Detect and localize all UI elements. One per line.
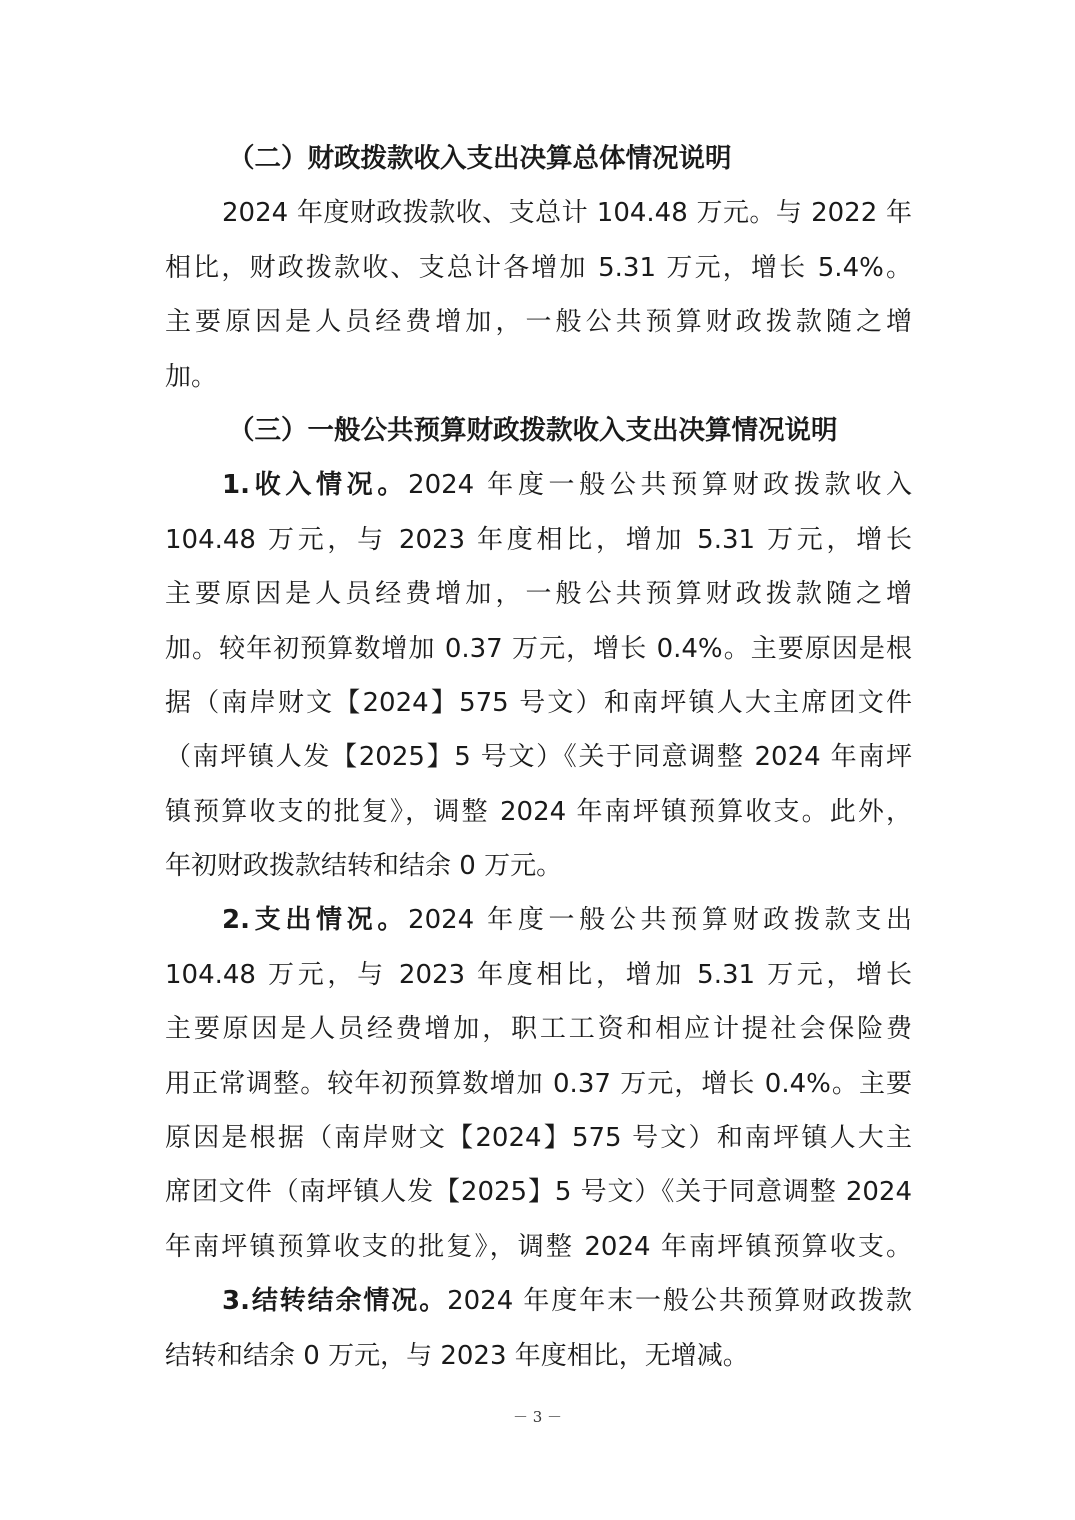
carryover-lead: 3.结转结余情况。 xyxy=(222,1286,448,1317)
body-line: 主要原因是人员经费增加，一般公共预算财政拨款随之增 xyxy=(165,307,912,338)
body-line: 原因是根据（南岸财文【2024】575 号文）和南坪镇人大主 xyxy=(165,1123,912,1154)
body-line: 据（南岸财文【2024】575 号文）和南坪镇人大主席团文件 xyxy=(165,687,912,718)
body-line: 104.48 万元，与 2023 年度相比，增加 5.31 万元，增长 xyxy=(165,959,912,990)
section-heading-3: （三）一般公共预算财政拨款收入支出决算情况说明 xyxy=(228,414,838,446)
body-line: 年南坪镇预算收支的批复》，调整 2024 年南坪镇预算收支。 xyxy=(165,1231,912,1262)
income-lead: 1.收入情况。 xyxy=(222,470,409,501)
income-first-line xyxy=(165,458,912,512)
body-line: （南坪镇人发【2025】5 号文）《关于同意调整 2024 年南坪 xyxy=(165,742,912,773)
body-line: 席团文件（南坪镇人发【2025】5 号文）《关于同意调整 2024 xyxy=(165,1177,912,1208)
carryover-first-line xyxy=(165,1274,912,1328)
body-line: 加。较年初预算数增加 0.37 万元，增长 0.4%。主要原因是根 xyxy=(165,633,912,664)
expense-first-line xyxy=(165,893,912,947)
body-line: 相比，财政拨款收、支总计各增加 5.31 万元，增长 5.4%。 xyxy=(165,252,912,283)
body-line: 结转和结余 0 万元，与 2023 年度相比，无增减。 xyxy=(165,1340,749,1371)
body-line: 主要原因是人员经费增加，职工工资和相应计提社会保险费 xyxy=(165,1014,912,1045)
body-line: 用正常调整。较年初预算数增加 0.37 万元，增长 0.4%。主要 xyxy=(165,1068,912,1099)
expense-lead: 2.支出情况。 xyxy=(222,905,409,936)
body-text: 2024 年度一般公共预算财政拨款支出 xyxy=(408,905,912,936)
body-line: 加。 xyxy=(165,361,218,392)
body-line: 2024 年度财政拨款收、支总计 104.48 万元。与 2022 年 xyxy=(222,198,912,229)
body-line: 104.48 万元，与 2023 年度相比，增加 5.31 万元，增长 xyxy=(165,524,912,555)
body-line: 主要原因是人员经费增加，一般公共预算财政拨款随之增 xyxy=(165,579,912,610)
section-heading-2: （二）财政拨款收入支出决算总体情况说明 xyxy=(228,143,732,174)
body-line: 年初财政拨款结转和结余 0 万元。 xyxy=(165,851,563,882)
body-line: 镇预算收支的批复》，调整 2024 年南坪镇预算收支。此外， xyxy=(165,796,912,827)
document-page xyxy=(165,132,912,1383)
body-text: 2024 年度一般公共预算财政拨款收入 xyxy=(408,470,912,501)
body-text: 2024 年度年末一般公共预算财政拨款 xyxy=(447,1286,912,1317)
page-number: － 3 － xyxy=(512,1408,563,1426)
